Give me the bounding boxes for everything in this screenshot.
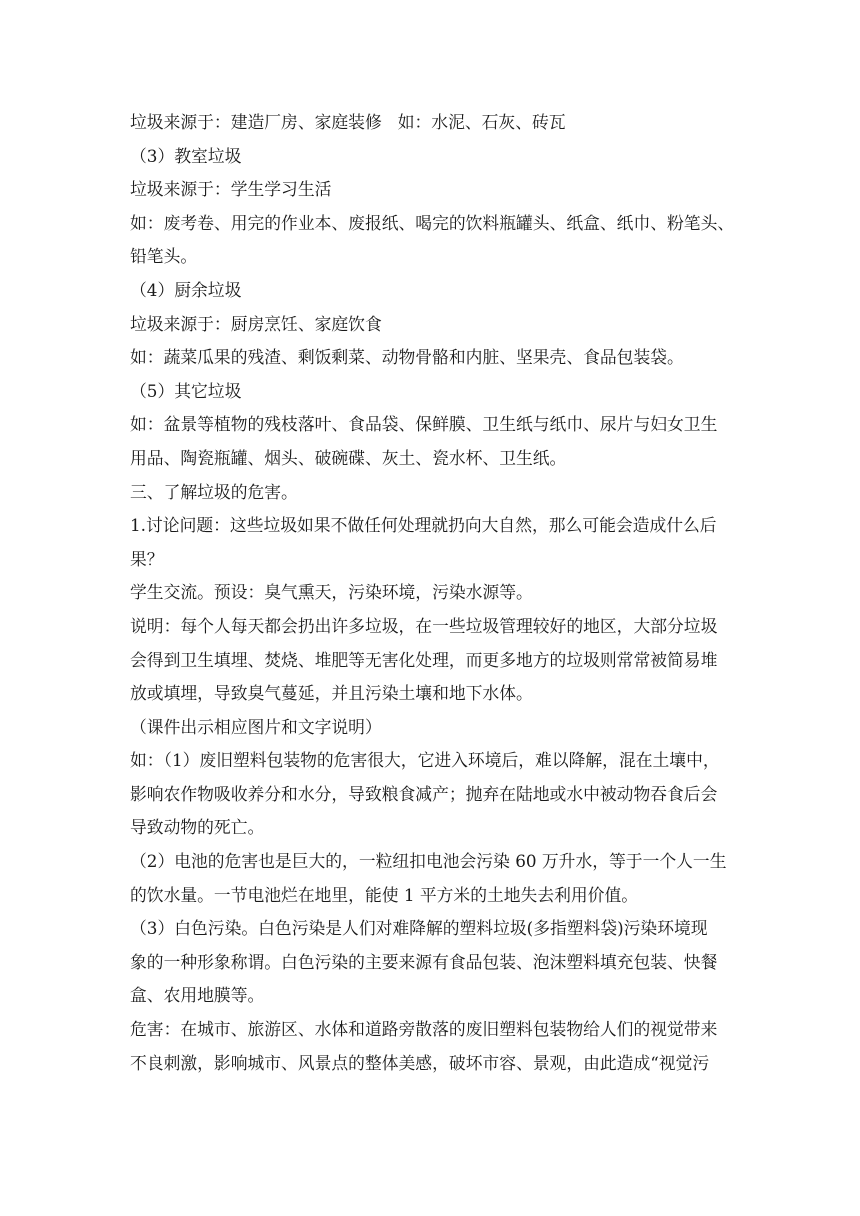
text-line: 盒、农用地膜等。 <box>130 985 265 1006</box>
text-line: 会得到卫生填埋、焚烧、堆肥等无害化处理，而更多地方的垃圾则常常被简易堆 <box>130 649 718 670</box>
text-line: 放或填埋，导致臭气蔓延，并且污染土壤和地下水体。 <box>130 683 533 704</box>
text-line: （3）白色污染。白色污染是人们对难降解的塑料垃圾(多指塑料袋)污染环境现 <box>130 918 708 939</box>
section-heading-kitchen-waste: （4）厨余垃圾 <box>130 279 242 300</box>
text-line: 如：盆景等植物的残枝落叶、食品袋、保鲜膜、卫生纸与纸巾、尿片与妇女卫生 <box>130 414 718 435</box>
text-line: 铅笔头。 <box>130 246 198 267</box>
text-line: 学生交流。预设：臭气熏天，污染环境，污染水源等。 <box>130 582 533 603</box>
text-line: 象的一种形象称谓。白色污染的主要来源有食品包装、泡沫塑料填充包装、快餐 <box>130 951 718 972</box>
text-line: 垃圾来源于：学生学习生活 <box>130 179 332 200</box>
text-line: 的饮水量。一节电池烂在地里，能使 1 平方米的土地失去利用价值。 <box>130 884 639 905</box>
text-line: 说明：每个人每天都会扔出许多垃圾，在一些垃圾管理较好的地区，大部分垃圾 <box>130 615 718 636</box>
text-line: 不良刺激，影响城市、风景点的整体美感，破坏市容、景观，由此造成“视觉污 <box>130 1052 710 1073</box>
section-heading-classroom-waste: （3）教室垃圾 <box>130 145 242 166</box>
text-line: 如：（1）废旧塑料包装物的危害很大，它进入环境后，难以降解，混在土壤中， <box>130 750 720 771</box>
text-line: 用品、陶瓷瓶罐、烟头、破碗碟、灰土、瓷水杯、卫生纸。 <box>130 447 567 468</box>
text-line: 影响农作物吸收养分和水分，导致粮食减产；抛弃在陆地或水中被动物吞食后会 <box>130 783 718 804</box>
section-heading-other-waste: （5）其它垃圾 <box>130 380 242 401</box>
text-line: 果？ <box>130 548 164 569</box>
text-line: 垃圾来源于：建造厂房、家庭装修 如：水泥、石灰、砖瓦 <box>130 112 566 132</box>
text-line: 导致动物的死亡。 <box>130 817 265 838</box>
section-heading-hazards: 三、了解垃圾的危害。 <box>130 481 298 502</box>
text-line: 如：废考卷、用完的作业本、废报纸、喝完的饮料瓶罐头、纸盒、纸巾、粉笔头、 <box>130 212 735 233</box>
text-line: （课件出示相应图片和文字说明） <box>130 716 382 737</box>
text-line: 垃圾来源于：厨房烹饪、家庭饮食 <box>130 313 382 334</box>
text-line: （2）电池的危害也是巨大的，一粒纽扣电池会污染 60 万升水，等于一个人一生 <box>130 851 727 872</box>
text-line: 1.讨论问题：这些垃圾如果不做任何处理就扔向大自然，那么可能会造成什么后 <box>130 515 717 536</box>
text-line: 危害：在城市、旅游区、水体和道路旁散落的废旧塑料包装物给人们的视觉带来 <box>130 1019 718 1040</box>
text-line: 如：蔬菜瓜果的残渣、剩饭剩菜、动物骨骼和内脏、坚果壳、食品包装袋。 <box>130 347 684 368</box>
document-body <box>130 106 735 1080</box>
